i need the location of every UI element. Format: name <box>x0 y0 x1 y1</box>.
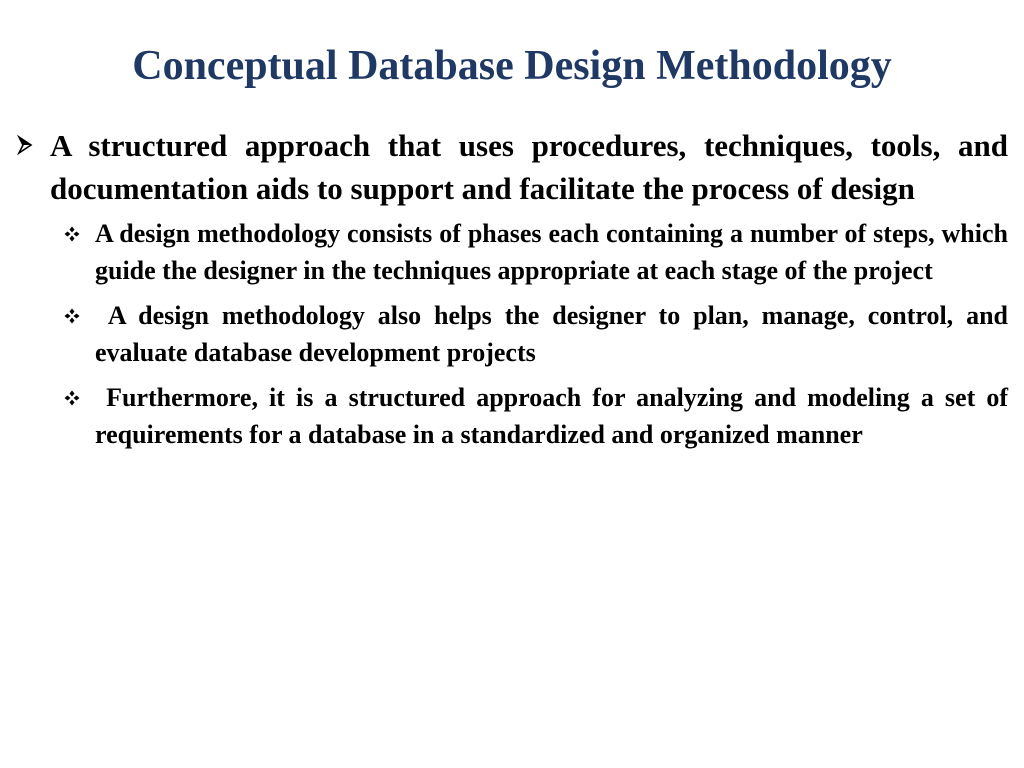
sub-bullet-text: A design methodology also helps the designer to plan, manage, control, and evaluate database development projects <box>95 301 1015 367</box>
sub-bullet-text: A design methodology consists of phases each containing a number of steps, which guide the designer in the techniques appropriate at each stage of the project <box>95 219 1008 285</box>
bullet-point <box>14 124 1008 210</box>
sub-bullet-text: Furthermore, it is a structured approach for analyzing and modeling a set of requirements for a database in a standardized and organized manner <box>95 383 1015 449</box>
sub-bullet-point <box>95 379 1015 453</box>
slide-content <box>14 124 1015 461</box>
bullet-point-text: A structured approach that uses procedures, techniques, tools, and documentation aids to support and facilitate the process of design <box>50 128 1008 206</box>
four-diamond-bullet-icon <box>64 226 80 242</box>
sub-bullet-list <box>14 215 1015 453</box>
sub-bullet-point <box>95 215 1008 289</box>
sub-bullet-point <box>95 297 1015 371</box>
four-diamond-bullet-icon <box>64 390 80 406</box>
four-diamond-bullet-icon <box>64 308 80 324</box>
slide-title: Conceptual Database Design Methodology <box>132 43 892 89</box>
arrowhead-bullet-icon <box>14 135 34 155</box>
